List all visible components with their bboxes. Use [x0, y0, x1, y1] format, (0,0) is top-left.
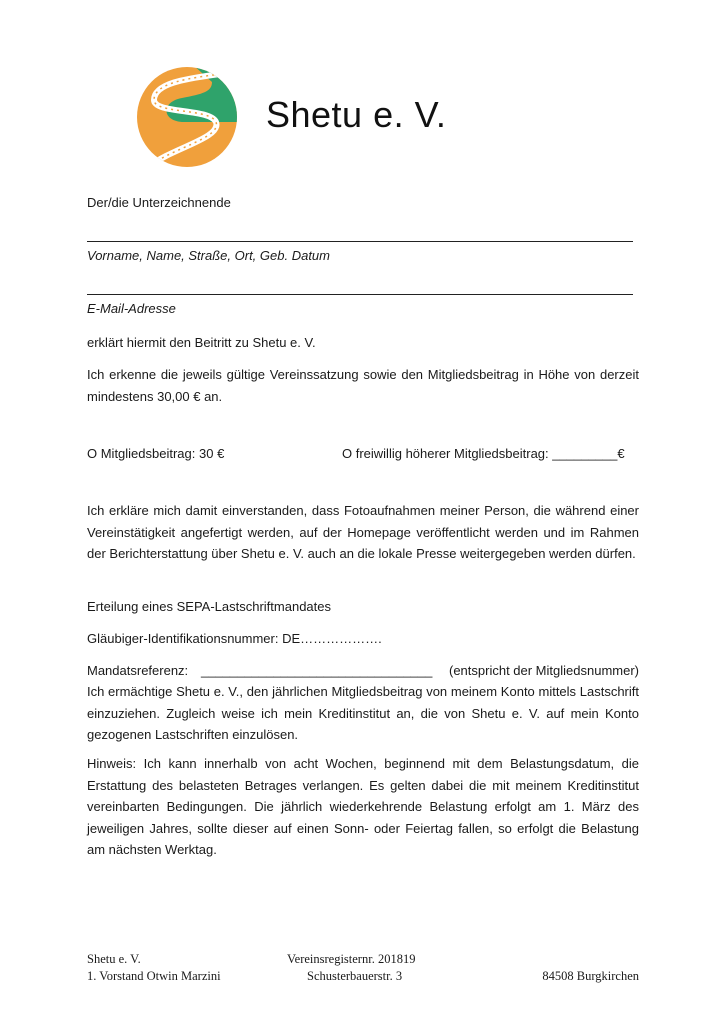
creditor-id: Gläubiger-Identifikationsnummer: DE……………….	[87, 631, 382, 646]
mandate-ref-field[interactable]: ________________________________	[201, 663, 433, 678]
mandate-ref-note: (entspricht der Mitgliedsnummer)	[448, 663, 639, 678]
logo-graphic	[132, 62, 242, 172]
name-line[interactable]	[87, 241, 633, 242]
name-field-caption: Vorname, Name, Straße, Ort, Geb. Datum	[87, 248, 330, 263]
footer-org-name: Shetu e. V.	[87, 952, 141, 966]
mandate-text: Ich ermächtige Shetu e. V., den jährlichen Mitgliedsbeitrag von meinem Konto mittels Lastschrift einzuziehen. Zugleich weise ich mein Kreditinstitut an, die von Shetu e. V. auf mein Konto gezogenen Lastschriften einzulösen.	[87, 684, 639, 742]
footer-register: Vereinsregisternr. 201819	[287, 952, 416, 966]
photo-consent: Ich erkläre mich damit einverstanden, dass Fotoaufnahmen meiner Person, die während einer Vereinstätigkeit angefertigt werden, auf der Homepage veröffentlicht werden und im Rahmen der Berichterstattung über Shetu e. V. auch an die lokale Presse weitergegeben werden dürfen.	[87, 503, 639, 561]
fee-option-voluntary[interactable]: O freiwillig höherer Mitgliedsbeitrag: _________€	[342, 446, 625, 461]
sepa-heading: Erteilung eines SEPA-Lastschriftmandates	[87, 599, 331, 614]
mandate-ref-label: Mandatsreferenz:	[87, 663, 189, 678]
page-title: Shetu e. V.	[266, 94, 447, 135]
join-declaration: erklärt hiermit den Beitritt zu Shetu e. V.	[87, 335, 316, 350]
logo	[132, 62, 242, 172]
email-line[interactable]	[87, 294, 633, 295]
notice-text: Hinweis: Ich kann innerhalb von acht Wochen, beginnend mit dem Belastungsdatum, die Erstattung des belasteten Betrages verlangen. Es gelten dabei die mit meinem Kreditinstitut vereinbarten Bedingungen. Die jährlich wiederkehrende Belastung erfolgt am 1. März des jeweiligen Jahres, sollte dieser auf einen Sonn- oder Feiertag fallen, so erfolgt die Belastung am nächsten Werktag.	[87, 756, 639, 857]
fee-option-standard[interactable]: O Mitgliedsbeitrag: 30 €	[87, 446, 225, 461]
email-field-caption: E-Mail-Adresse	[87, 301, 176, 316]
footer-city: 84508 Burgkirchen	[542, 969, 639, 983]
footer-street: Schusterbauerstr. 3	[307, 969, 403, 983]
statutes-text: Ich erkenne die jeweils gültige Vereinssatzung sowie den Mitgliedsbeitrag in Höhe von derzeit mindestens 30,00 € an.	[87, 367, 639, 404]
signer-label: Der/die Unterzeichnende	[87, 195, 231, 210]
footer-board: 1. Vorstand Otwin Marzini	[87, 969, 221, 983]
